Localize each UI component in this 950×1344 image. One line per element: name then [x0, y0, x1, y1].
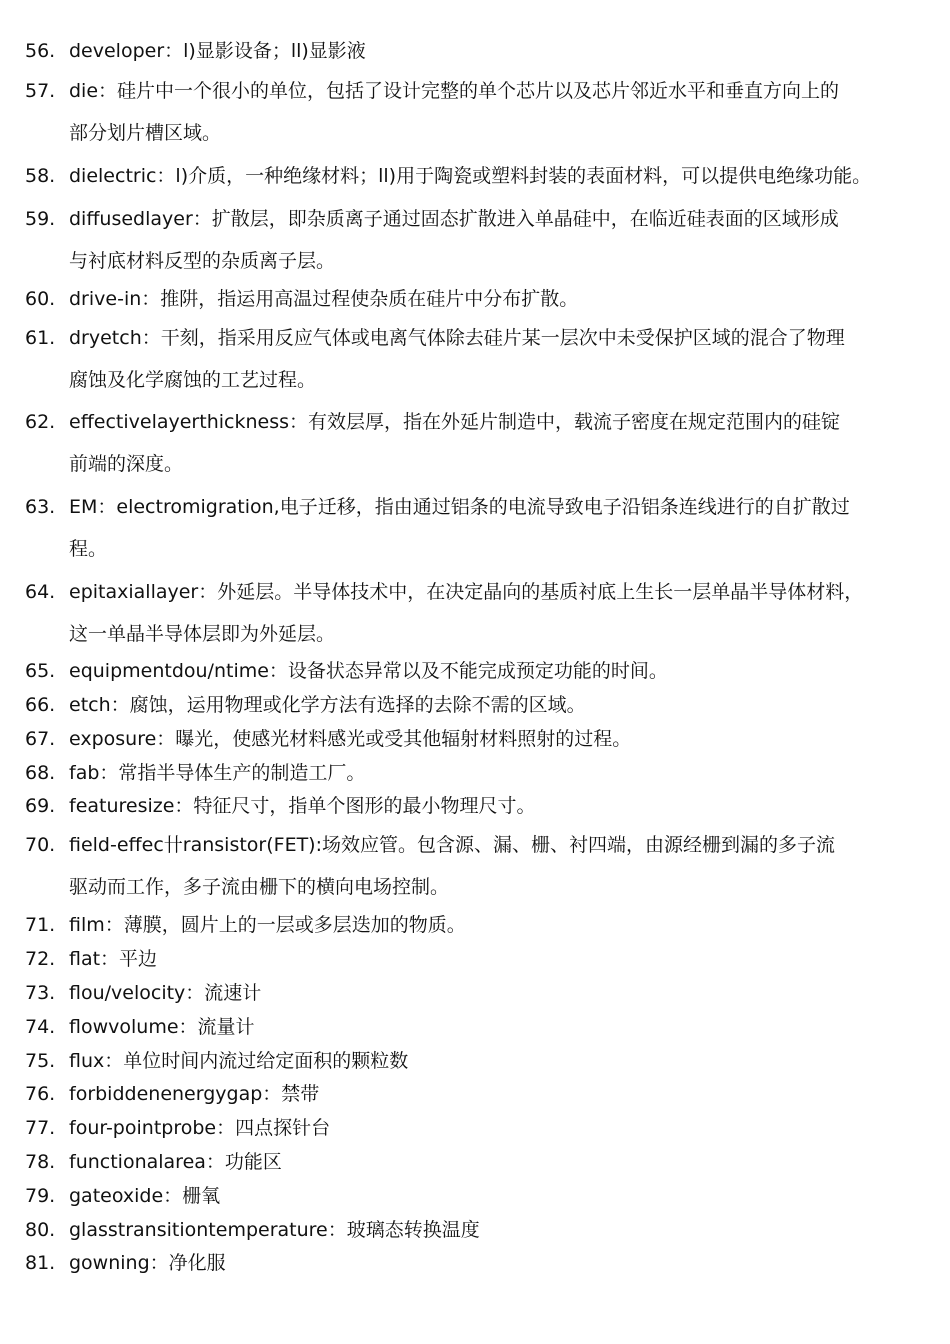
entry-line: drive-in：推阱，指运用高温过程使杂质在硅片中分布扩散。: [69, 288, 579, 310]
entry-line: field-effec卄ransistor(FET):场效应管。包含源、漏、栅、衬四端，由源经栅到漏的多子流: [69, 834, 835, 856]
entry-line: featuresize：特征尺寸，指单个图形的最小物理尺寸。: [69, 795, 536, 817]
entry-number: 63.: [25, 496, 56, 518]
entry-line: 前端的深度。: [69, 453, 184, 475]
entry-text: [69, 30, 929, 72]
entry-line: 驱动而工作，多子流由栅下的横向电场控制。: [69, 876, 450, 898]
entry-line: four-pointprobe：四点探针台: [69, 1117, 331, 1139]
entry-number: 78.: [25, 1151, 56, 1173]
entry-number: 71.: [25, 914, 56, 936]
entry-text: [69, 278, 929, 320]
entry-number: 81.: [25, 1252, 56, 1274]
entry-line: equipmentdou/ntime：设备状态异常以及不能完成预定功能的时间。: [69, 660, 668, 682]
entry-line: epitaxiallayer：外延层。半导体技术中，在决定晶向的基质衬底上生长一层单晶半导体材料，: [69, 581, 864, 603]
entry-text: [69, 317, 929, 401]
entry-number: 58.: [25, 165, 56, 187]
entry-line: dielectric：l)介质，一种绝缘材料；ll)用于陶瓷或塑料封装的表面材料，可以提供电绝缘功能。: [69, 165, 872, 187]
entry-number: 66.: [25, 694, 56, 716]
entry-line: 腐蚀及化学腐蚀的工艺过程。: [69, 369, 317, 391]
entry-number: 57.: [25, 80, 56, 102]
entry-number: 62.: [25, 411, 56, 433]
entry-number: 65.: [25, 660, 56, 682]
entry-number: 74.: [25, 1016, 56, 1038]
entry-number: 60.: [25, 288, 56, 310]
entry-line: die：硅片中一个很小的单位，包括了设计完整的单个芯片以及芯片邻近水平和垂直方向上的: [69, 80, 840, 102]
entry-number: 76.: [25, 1083, 56, 1105]
entry-text: [69, 824, 929, 908]
entry-line: diffusedlayer：扩散层，即杂质离子通过固态扩散进入单晶硅中，在临近硅表面的区域形成: [69, 208, 839, 230]
entry-line: flou/velocity：流速计: [69, 982, 262, 1004]
entry-line: 程。: [69, 538, 108, 560]
entry-line: flat：平边: [69, 948, 158, 970]
entry-line: etch：腐蚀，运用物理或化学方法有选择的去除不需的区域。: [69, 694, 586, 716]
entry-line: flux：单位时间内流过给定面积的颗粒数: [69, 1050, 409, 1072]
entry-text: [69, 155, 929, 197]
entry-text: [69, 70, 929, 154]
entry-number: 77.: [25, 1117, 56, 1139]
entry-line: glasstransitiontemperature：玻璃态转换温度: [69, 1219, 480, 1241]
entry-line: EM：electromigration,电子迁移，指由通过铝条的电流导致电子沿铝条连线进行的自扩散过: [69, 496, 850, 518]
entry-line: gateoxide：栅氧: [69, 1185, 221, 1207]
entry-line: fab：常指半导体生产的制造工厂。: [69, 762, 366, 784]
entry-number: 68.: [25, 762, 56, 784]
entry-line: exposure：曝光，使感光材料感光或受其他辐射材料照射的过程。: [69, 728, 632, 750]
entry-line: 部分划片槽区域。: [69, 122, 222, 144]
entry-number: 61.: [25, 327, 56, 349]
entry-text: [69, 401, 929, 485]
entry-text: [69, 785, 929, 827]
entry-text: [69, 1242, 929, 1284]
entry-number: 75.: [25, 1050, 56, 1072]
entry-line: forbiddenenergygap：禁带: [69, 1083, 320, 1105]
entry-line: developer：l)显影设备；ll)显影液: [69, 40, 366, 62]
entry-text: [69, 571, 929, 655]
entry-number: 79.: [25, 1185, 56, 1207]
entry-number: 69.: [25, 795, 56, 817]
entry-text: [69, 486, 929, 570]
entry-number: 80.: [25, 1219, 56, 1241]
entry-number: 56.: [25, 40, 56, 62]
entry-number: 72.: [25, 948, 56, 970]
entry-line: functionalarea：功能区: [69, 1151, 282, 1173]
entry-line: film：薄膜，圆片上的一层或多层迭加的物质。: [69, 914, 466, 936]
entry-text: [69, 198, 929, 282]
entry-line: effectivelayerthickness：有效层厚，指在外延片制造中，载流子密度在规定范围内的硅锭: [69, 411, 840, 433]
entry-number: 73.: [25, 982, 56, 1004]
entry-number: 67.: [25, 728, 56, 750]
entry-number: 64.: [25, 581, 56, 603]
entry-line: flowvolume：流量计: [69, 1016, 255, 1038]
entry-number: 70.: [25, 834, 56, 856]
entry-number: 59.: [25, 208, 56, 230]
entry-line: 与衬底材料反型的杂质离子层。: [69, 250, 336, 272]
entry-line: gowning：净化服: [69, 1252, 226, 1274]
entry-line: dryetch：干刻，指采用反应气体或电离气体除去硅片某一层次中未受保护区域的混合了物理: [69, 327, 845, 349]
entry-line: 这一单晶半导体层即为外延层。: [69, 623, 336, 645]
